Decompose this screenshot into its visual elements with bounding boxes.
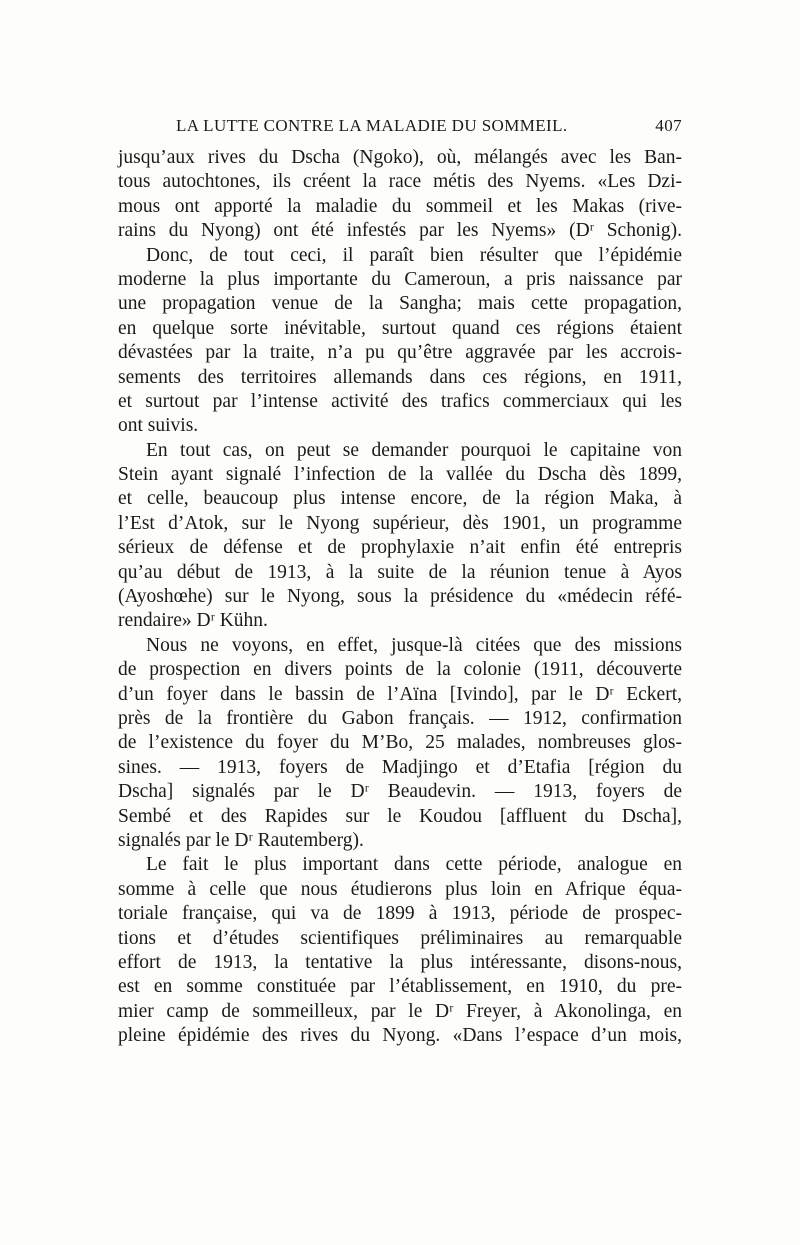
text-line: Le fait le plus important dans cette période, analogue en <box>146 854 682 876</box>
text-line: tions et d’études scientifiques préliminaires au remarquable <box>118 927 682 949</box>
text-line: Nous ne voyons, en effet, jusque-là citées que des missions <box>146 634 682 656</box>
text-line: Stein ayant signalé l’infection de la vallée du Dscha dès 1899, <box>118 464 682 486</box>
text-line: signalés par le Dʳ Rautemberg). <box>118 829 364 851</box>
page-number: 407 <box>655 116 682 135</box>
text-line: pleine épidémie des rives du Nyong. «Dans l’espace d’un mois, <box>118 1025 682 1047</box>
text-line: tous autochtones, ils créent la race métis des Nyems. «Les Dzi- <box>118 171 682 193</box>
text-line: effort de 1913, la tentative la plus intéressante, disons-nous, <box>118 951 682 973</box>
text-line: dévastées par la traite, n’a pu qu’être aggravée par les accrois- <box>118 342 682 364</box>
text-line: Donc, de tout ceci, il paraît bien résulter que l’épidémie <box>146 244 682 266</box>
text-line: En tout cas, on peut se demander pourquoi le capitaine von <box>146 439 682 461</box>
text-line: qu’au début de 1913, à la suite de la réunion tenue à Ayos <box>118 561 682 583</box>
text-line: sines. — 1913, foyers de Madjingo et d’Etafia [région du <box>118 756 682 778</box>
text-line: jusqu’aux rives du Dscha (Ngoko), où, mélangés avec les Ban- <box>118 147 682 168</box>
text-line: rains du Nyong) ont été infestés par les Nyems» (Dʳ Schonig). <box>118 220 682 242</box>
text-line: de prospection en divers points de la colonie (1911, découverte <box>118 659 682 681</box>
text-line: Sembé et des Rapides sur le Koudou [affluent du Dscha], <box>118 805 682 827</box>
text-line: sements des territoires allemands dans ces régions, en 1911, <box>118 366 682 388</box>
text-line: l’Est d’Atok, sur le Nyong supérieur, dès 1901, un programme <box>118 512 682 534</box>
text-line: une propagation venue de la Sangha; mais cette propagation, <box>118 293 682 315</box>
text-line: toriale française, qui va de 1899 à 1913, période de prospec- <box>118 903 682 925</box>
text-line: mous ont apporté la maladie du sommeil et les Makas (rive- <box>118 195 682 217</box>
text-line: somme à celle que nous étudierons plus loin en Afrique équa- <box>118 878 682 900</box>
text-line: rendaire» Dʳ Kühn. <box>118 610 268 632</box>
text-line: ont suivis. <box>118 415 199 437</box>
text-line: (Ayoshœhe) sur le Nyong, sous la présidence du «médecin réfé- <box>118 586 682 608</box>
text-line: et celle, beaucoup plus intense encore, de la région Maka, à <box>118 488 682 510</box>
text-line: de l’existence du foyer du M’Bo, 25 malades, nombreuses glos- <box>118 732 682 754</box>
text-line: est en somme constituée par l’établissement, en 1910, du pre- <box>118 976 682 998</box>
body-text <box>118 146 682 1048</box>
running-title: LA LUTTE CONTRE LA MALADIE DU SOMMEIL. <box>176 116 568 135</box>
text-line: et surtout par l’intense activité des trafics commerciaux qui les <box>118 390 682 412</box>
text-line: en quelque sorte inévitable, surtout quand ces régions étaient <box>118 317 682 339</box>
text-line: près de la frontière du Gabon français. — 1912, confirmation <box>118 707 682 729</box>
text-line: sérieux de défense et de prophylaxie n’ait enfin été entrepris <box>118 537 682 559</box>
text-line: d’un foyer dans le bassin de l’Aïna [Ivindo], par le Dʳ Eckert, <box>118 683 682 705</box>
running-header <box>118 116 682 142</box>
text-line: mier camp de sommeilleux, par le Dʳ Freyer, à Akonolinga, en <box>118 1000 682 1022</box>
text-line: moderne la plus importante du Cameroun, a pris naissance par <box>118 268 682 290</box>
text-line: Dscha] signalés par le Dʳ Beaudevin. — 1913, foyers de <box>118 781 682 803</box>
